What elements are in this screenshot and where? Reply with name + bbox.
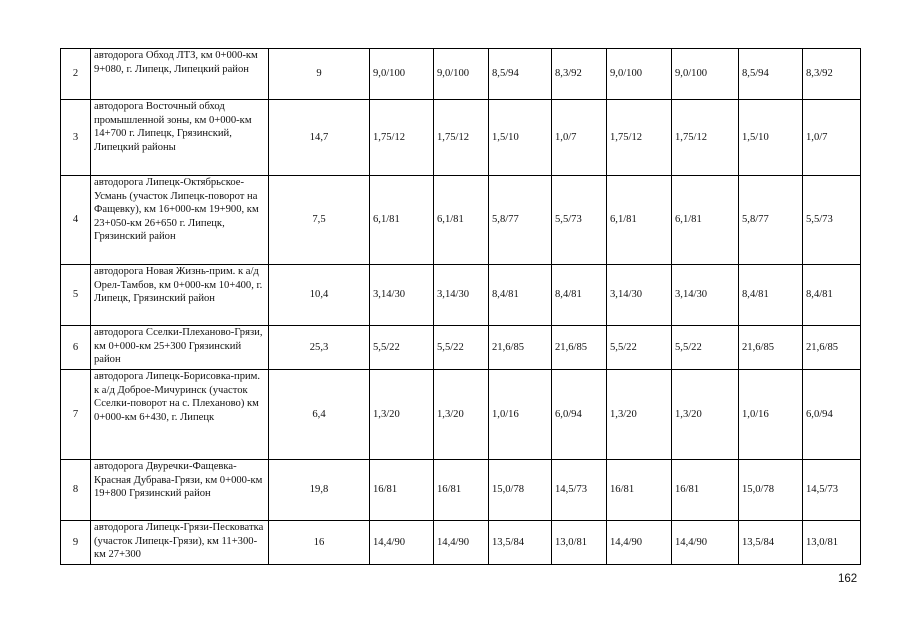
value-cell: 14,4/90 bbox=[370, 521, 434, 565]
table-row bbox=[61, 326, 861, 370]
value-cell: 1,0/16 bbox=[739, 370, 803, 460]
road-name-cell: автодорога Обход ЛТЗ, км 0+000-км 9+080, г. Липецк, Липецкий район bbox=[91, 49, 269, 100]
value-cell: 1,5/10 bbox=[739, 100, 803, 176]
value-cell: 15,0/78 bbox=[489, 460, 552, 521]
road-name-cell: автодорога Липецк-Октябрьское-Усмань (участок Липецк-поворот на Фащевку), км 16+000-км 19+900, км 23+050-км 26+650 г. Липецк, Грязинский район bbox=[91, 176, 269, 265]
road-name-cell: автодорога Двуречки-Фащевка-Красная Дубрава-Грязи, км 0+000-км 19+800 Грязинский район bbox=[91, 460, 269, 521]
table-row bbox=[61, 100, 861, 176]
value-cell: 16/81 bbox=[370, 460, 434, 521]
length-cell: 7,5 bbox=[269, 176, 370, 265]
road-name-cell: автодорога Восточный обход промышленной зоны, км 0+000-км 14+700 г. Липецк, Грязинский, Липецкий районы bbox=[91, 100, 269, 176]
length-cell: 19,8 bbox=[269, 460, 370, 521]
value-cell: 8,5/94 bbox=[739, 49, 803, 100]
value-cell: 21,6/85 bbox=[803, 326, 861, 370]
row-number-cell: 7 bbox=[61, 370, 91, 460]
value-cell: 14,4/90 bbox=[607, 521, 672, 565]
value-cell: 9,0/100 bbox=[607, 49, 672, 100]
table-body bbox=[61, 49, 861, 565]
road-name-cell: автодорога Липецк-Борисовка-прим. к а/д Доброе-Мичуринск (участок Сселки-поворот на с. Плеханово) км 0+000-км 6+430, г. Липецк bbox=[91, 370, 269, 460]
road-name-cell: автодорога Новая Жизнь-прим. к а/д Орел-Тамбов, км 0+000-км 10+400, г. Липецк, Грязинский район bbox=[91, 265, 269, 326]
value-cell: 21,6/85 bbox=[739, 326, 803, 370]
value-cell: 14,4/90 bbox=[434, 521, 489, 565]
value-cell: 6,1/81 bbox=[607, 176, 672, 265]
row-number-cell: 4 bbox=[61, 176, 91, 265]
value-cell: 6,0/94 bbox=[552, 370, 607, 460]
length-cell: 9 bbox=[269, 49, 370, 100]
value-cell: 1,3/20 bbox=[607, 370, 672, 460]
value-cell: 1,75/12 bbox=[434, 100, 489, 176]
road-name-cell: автодорога Сселки-Плеханово-Грязи, км 0+000-км 25+300 Грязинский район bbox=[91, 326, 269, 370]
value-cell: 1,3/20 bbox=[370, 370, 434, 460]
value-cell: 5,5/73 bbox=[803, 176, 861, 265]
table-row bbox=[61, 265, 861, 326]
value-cell: 8,4/81 bbox=[489, 265, 552, 326]
value-cell: 5,5/22 bbox=[434, 326, 489, 370]
table-row bbox=[61, 521, 861, 565]
row-number-cell: 8 bbox=[61, 460, 91, 521]
value-cell: 3,14/30 bbox=[672, 265, 739, 326]
length-cell: 10,4 bbox=[269, 265, 370, 326]
value-cell: 13,0/81 bbox=[552, 521, 607, 565]
value-cell: 13,5/84 bbox=[739, 521, 803, 565]
value-cell: 3,14/30 bbox=[434, 265, 489, 326]
page-number: 162 bbox=[838, 573, 858, 585]
table-row bbox=[61, 460, 861, 521]
value-cell: 16/81 bbox=[434, 460, 489, 521]
length-cell: 25,3 bbox=[269, 326, 370, 370]
value-cell: 5,5/22 bbox=[370, 326, 434, 370]
row-number-cell: 9 bbox=[61, 521, 91, 565]
road-name-cell: автодорога Липецк-Грязи-Песковатка (участок Липецк-Грязи), км 11+300-км 27+300 bbox=[91, 521, 269, 565]
length-cell: 6,4 bbox=[269, 370, 370, 460]
value-cell: 15,0/78 bbox=[739, 460, 803, 521]
row-number-cell: 5 bbox=[61, 265, 91, 326]
value-cell: 6,1/81 bbox=[672, 176, 739, 265]
row-number-cell: 2 bbox=[61, 49, 91, 100]
value-cell: 6,0/94 bbox=[803, 370, 861, 460]
value-cell: 21,6/85 bbox=[489, 326, 552, 370]
length-cell: 16 bbox=[269, 521, 370, 565]
value-cell: 14,5/73 bbox=[803, 460, 861, 521]
value-cell: 14,4/90 bbox=[672, 521, 739, 565]
value-cell: 8,4/81 bbox=[739, 265, 803, 326]
value-cell: 5,5/22 bbox=[672, 326, 739, 370]
value-cell: 8,3/92 bbox=[552, 49, 607, 100]
value-cell: 5,5/73 bbox=[552, 176, 607, 265]
value-cell: 3,14/30 bbox=[607, 265, 672, 326]
value-cell: 1,0/7 bbox=[552, 100, 607, 176]
value-cell: 13,5/84 bbox=[489, 521, 552, 565]
value-cell: 3,14/30 bbox=[370, 265, 434, 326]
value-cell: 14,5/73 bbox=[552, 460, 607, 521]
value-cell: 6,1/81 bbox=[434, 176, 489, 265]
value-cell: 1,75/12 bbox=[607, 100, 672, 176]
value-cell: 1,3/20 bbox=[672, 370, 739, 460]
value-cell: 16/81 bbox=[672, 460, 739, 521]
value-cell: 5,8/77 bbox=[739, 176, 803, 265]
length-cell: 14,7 bbox=[269, 100, 370, 176]
value-cell: 1,3/20 bbox=[434, 370, 489, 460]
value-cell: 8,3/92 bbox=[803, 49, 861, 100]
road-data-table bbox=[60, 48, 861, 565]
value-cell: 5,8/77 bbox=[489, 176, 552, 265]
value-cell: 9,0/100 bbox=[370, 49, 434, 100]
value-cell: 5,5/22 bbox=[607, 326, 672, 370]
value-cell: 13,0/81 bbox=[803, 521, 861, 565]
value-cell: 9,0/100 bbox=[434, 49, 489, 100]
row-number-cell: 3 bbox=[61, 100, 91, 176]
value-cell: 8,4/81 bbox=[552, 265, 607, 326]
value-cell: 8,4/81 bbox=[803, 265, 861, 326]
value-cell: 6,1/81 bbox=[370, 176, 434, 265]
row-number-cell: 6 bbox=[61, 326, 91, 370]
value-cell: 21,6/85 bbox=[552, 326, 607, 370]
value-cell: 9,0/100 bbox=[672, 49, 739, 100]
value-cell: 8,5/94 bbox=[489, 49, 552, 100]
value-cell: 1,75/12 bbox=[672, 100, 739, 176]
table-row bbox=[61, 49, 861, 100]
value-cell: 1,0/16 bbox=[489, 370, 552, 460]
value-cell: 1,0/7 bbox=[803, 100, 861, 176]
table-row bbox=[61, 176, 861, 265]
value-cell: 1,5/10 bbox=[489, 100, 552, 176]
value-cell: 1,75/12 bbox=[370, 100, 434, 176]
table-row bbox=[61, 370, 861, 460]
value-cell: 16/81 bbox=[607, 460, 672, 521]
